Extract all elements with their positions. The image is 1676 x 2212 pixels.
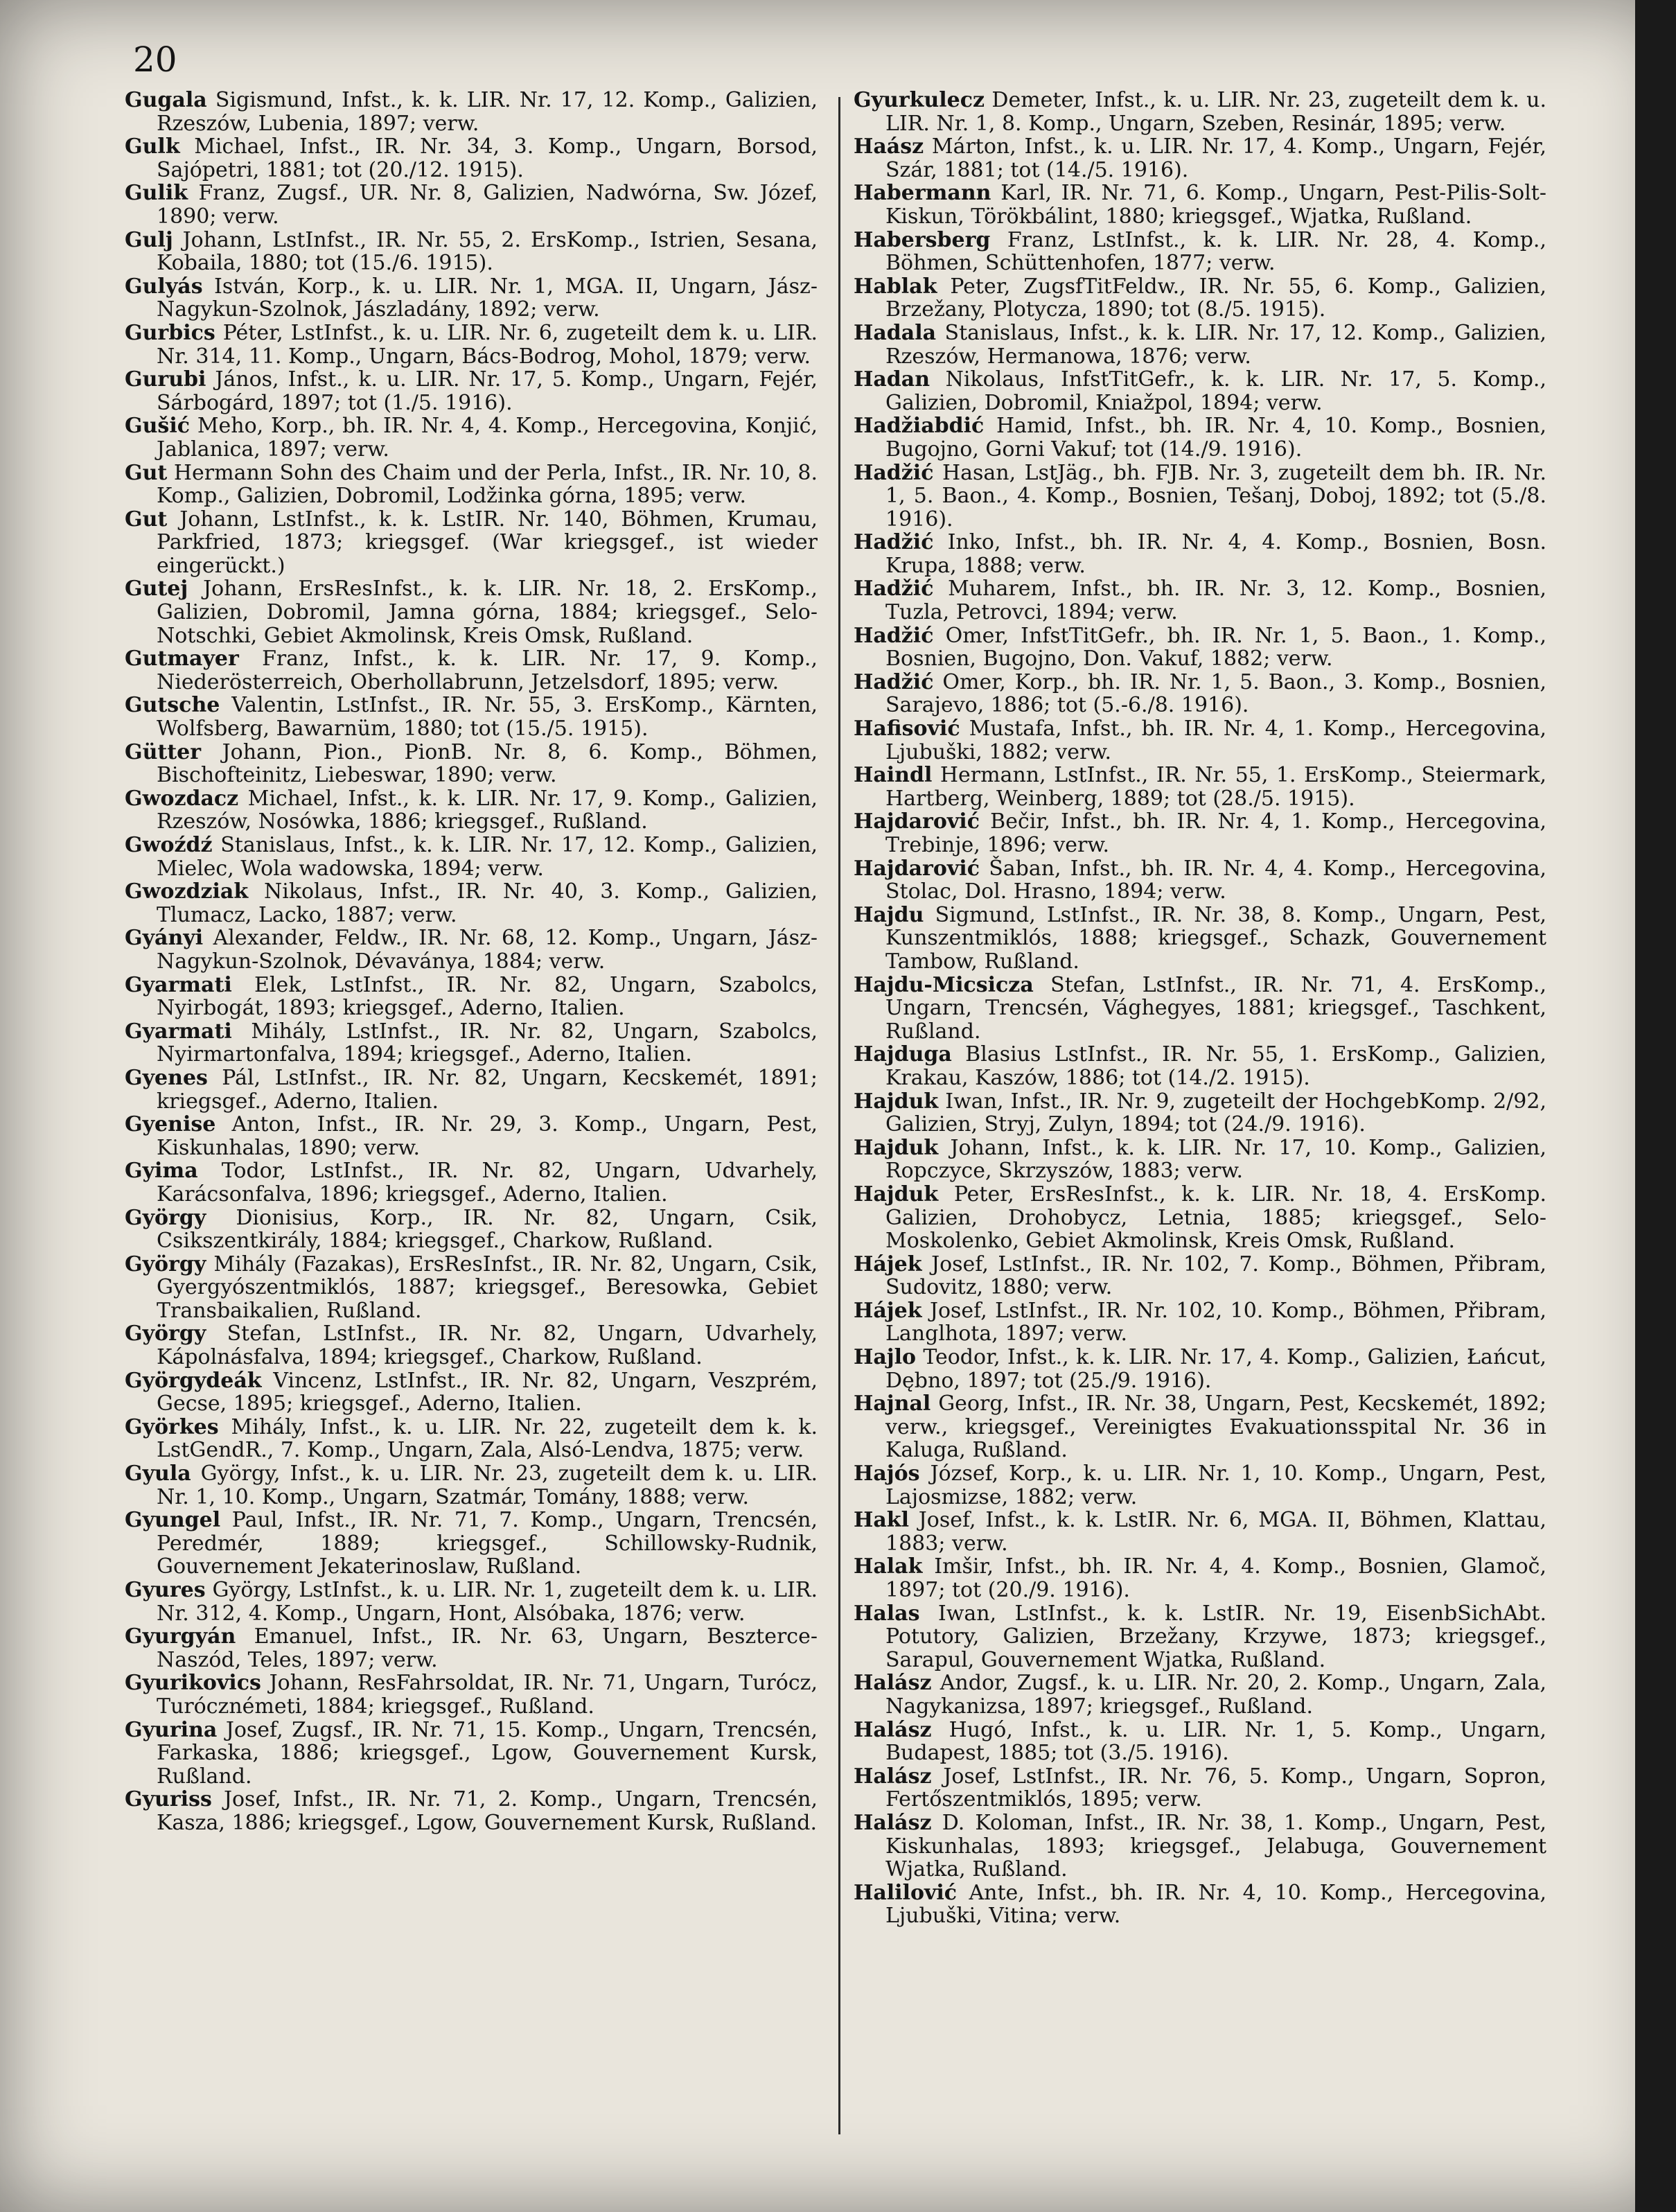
entry-details: Dionisius, Korp., IR. Nr. 82, Ungarn, Csik, Csikszentkirály, 1884; kriegsgef., Charkow, Rußland. xyxy=(157,1205,818,1254)
entry-details: Pál, LstInfst., IR. Nr. 82, Ungarn, Kecskemét, 1891; kriegsgef., Aderno, Italien. xyxy=(157,1065,818,1114)
entry-surname: Hajduk xyxy=(854,1182,939,1206)
register-entry xyxy=(854,229,1546,275)
entry-details: Šaban, Infst., bh. IR. Nr. 4, 4. Komp., Hercegovina, Stolac, Dol. Hrasno, 1894; verw. xyxy=(885,856,1546,904)
entry-details: Blasius LstInfst., IR. Nr. 55, 1. ErsKomp., Galizien, Krakau, Kaszów, 1886; tot (14./2. 1915). xyxy=(885,1042,1546,1090)
register-entry xyxy=(854,1183,1546,1253)
entry-surname: Halilović xyxy=(854,1880,958,1905)
entry-surname: Gulk xyxy=(125,134,180,159)
register-entry xyxy=(854,462,1546,532)
entry-surname: Gut xyxy=(125,507,168,532)
entry-surname: Gyuriss xyxy=(125,1787,212,1812)
entry-surname: Halas xyxy=(854,1601,920,1626)
register-entry xyxy=(125,1369,818,1416)
register-entry xyxy=(854,1555,1546,1601)
entry-surname: Gulyás xyxy=(125,274,203,299)
entry-surname: Hajduk xyxy=(854,1089,939,1114)
register-entry xyxy=(854,1671,1546,1718)
entry-surname: Gyula xyxy=(125,1462,191,1486)
entry-surname: Hadžić xyxy=(854,530,934,555)
entry-surname: Gyenise xyxy=(125,1112,216,1137)
register-entry xyxy=(854,577,1546,624)
register-entry xyxy=(125,694,818,740)
entry-surname: Gyarmati xyxy=(125,1019,232,1044)
register-entry xyxy=(854,857,1546,904)
register-entry xyxy=(125,1579,818,1625)
entry-details: István, Korp., k. u. LIR. Nr. 1, MGA. II, Ungarn, Jász-Nagykun-Szolnok, Jászladány, 1892; verw. xyxy=(157,274,818,322)
entry-details: Márton, Infst., k. u. LIR. Nr. 17, 4. Komp., Ungarn, Fejér, Szár, 1881; tot (14./5. 1916). xyxy=(885,134,1546,182)
entry-details: Péter, LstInfst., k. u. LIR. Nr. 6, zugeteilt dem k. u. LIR. Nr. 314, 11. Komp., Ungarn, Bács-Bodrog, Mohol, 1879; verw. xyxy=(157,320,818,369)
entry-details: Teodor, Infst., k. k. LIR. Nr. 17, 4. Komp., Galizien, Łańcut, Dębno, 1897; tot (25./9. 1916). xyxy=(885,1345,1546,1393)
entry-details: Alexander, Feldw., IR. Nr. 68, 12. Komp., Ungarn, Jász-Nagykun-Szolnok, Dévaványa, 1884; verw. xyxy=(157,926,818,974)
entry-details: D. Koloman, Infst., IR. Nr. 38, 1. Komp., Ungarn, Pest, Kiskunhalas, 1893; kriegsgef., Jelabuga, Gouvernement Wjatka, Rußland. xyxy=(885,1810,1546,1882)
entry-details: Hermann, LstInfst., IR. Nr. 55, 1. ErsKomp., Steiermark, Hartberg, Weinberg, 1889; tot (28./5. 1915). xyxy=(885,763,1546,811)
register-entry xyxy=(125,1462,818,1509)
entry-surname: Hadžić xyxy=(854,577,934,602)
entry-surname: Hadžić xyxy=(854,669,934,694)
register-entry xyxy=(854,1299,1546,1346)
entry-details: Nikolaus, Infst., IR. Nr. 40, 3. Komp., Galizien, Tlumacz, Lacko, 1887; verw. xyxy=(157,879,818,927)
register-entry xyxy=(854,1253,1546,1299)
entry-surname: Györkes xyxy=(125,1414,219,1439)
entry-details: Muharem, Infst., bh. IR. Nr. 3, 12. Komp., Bosnien, Tuzla, Petrovci, 1894; verw. xyxy=(885,577,1546,625)
entry-details: Demeter, Infst., k. u. LIR. Nr. 23, zugeteilt dem k. u. LIR. Nr. 1, 8. Komp., Ungarn, Szeben, Resinár, 1895; verw. xyxy=(885,88,1546,136)
entry-details: Stanislaus, Infst., k. k. LIR. Nr. 17, 12. Komp., Galizien, Rzeszów, Hermanowa, 1876; verw. xyxy=(885,320,1546,369)
entry-details: Omer, InfstTitGefr., bh. IR. Nr. 1, 5. Baon., 1. Komp., Bosnien, Bugojno, Don. Vakuf, 1882; verw. xyxy=(885,623,1546,672)
register-entry xyxy=(125,787,818,834)
entry-surname: Hajós xyxy=(854,1462,920,1486)
register-entry xyxy=(125,229,818,275)
entry-details: Hamid, Infst., bh. IR. Nr. 4, 10. Komp., Bosnien, Bugojno, Gorni Vakuf; tot (14./9. 1916). xyxy=(885,414,1546,462)
register-entry xyxy=(125,1066,818,1113)
register-entry xyxy=(854,531,1546,577)
entry-details: Franz, LstInfst., k. k. LIR. Nr. 28, 4. Komp., Böhmen, Schüttenhofen, 1877; verw. xyxy=(885,227,1546,276)
entry-details: Inko, Infst., bh. IR. Nr. 4, 4. Komp., Bosnien, Bosn. Krupa, 1888; verw. xyxy=(885,530,1546,578)
entry-surname: Gyányi xyxy=(125,926,204,951)
entry-surname: Haindl xyxy=(854,763,933,788)
register-entry xyxy=(125,275,818,322)
register-entry xyxy=(854,904,1546,974)
entry-surname: Gyarmati xyxy=(125,972,232,997)
entry-surname: Halász xyxy=(854,1764,932,1789)
register-entry xyxy=(854,671,1546,717)
entry-surname: Gwozdziak xyxy=(125,879,249,904)
entry-details: Todor, LstInfst., IR. Nr. 82, Ungarn, Udvarhely, Karácsonfalva, 1896; kriegsgef., Aderno, Italien. xyxy=(157,1159,818,1206)
register-entry xyxy=(854,322,1546,368)
entry-details: Franz, Infst., k. k. LIR. Nr. 17, 9. Komp., Niederösterreich, Oberhollabrunn, Jetzelsdorf, 1895; verw. xyxy=(157,647,818,694)
entry-surname: Gyungel xyxy=(125,1508,221,1533)
entry-surname: Gutsche xyxy=(125,693,220,718)
entry-details: Peter, ErsResInfst., k. k. LIR. Nr. 18, 4. ErsKomp. Galizien, Drohobycz, Letnia, 1885; kriegsgef., Selo-Moskolenko, Gebiet Akmolinsk, Kreis Omsk, Rußland. xyxy=(885,1182,1546,1254)
entry-details: Mustafa, Infst., bh. IR. Nr. 4, 1. Komp., Hercegovina, Ljubuški, 1882; verw. xyxy=(885,717,1546,764)
entry-details: József, Korp., k. u. LIR. Nr. 1, 10. Komp., Ungarn, Pest, Lajosmizse, 1882; verw. xyxy=(885,1462,1546,1509)
register-entry xyxy=(854,1090,1546,1136)
entry-surname: Hadala xyxy=(854,320,937,345)
register-entry xyxy=(125,647,818,694)
entry-details: Iwan, Infst., IR. Nr. 9, zugeteilt der HochgebKomp. 2/92, Galizien, Stryj, Zulyn, 1894; tot (24./9. 1916). xyxy=(885,1089,1546,1137)
entry-details: Johann, ErsResInfst., k. k. LIR. Nr. 18, 2. ErsKomp., Galizien, Dobromil, Jamna górna, 1884; kriegsgef., Selo-Notschki, Gebiet Akmolinsk, Kreis Omsk, Rußland. xyxy=(157,577,818,648)
register-entry xyxy=(125,1671,818,1718)
register-entry xyxy=(854,135,1546,182)
entry-details: Michael, Infst., IR. Nr. 34, 3. Komp., Ungarn, Borsod, Sajópetri, 1881; tot (20./12. 1915). xyxy=(157,134,818,182)
entry-surname: György xyxy=(125,1205,206,1230)
entry-details: Johann, Pion., PionB. Nr. 8, 6. Komp., Böhmen, Bischofteinitz, Liebeswar, 1890; verw. xyxy=(157,739,818,788)
scan-edge xyxy=(1635,0,1676,2212)
entry-details: Meho, Korp., bh. IR. Nr. 4, 4. Komp., Hercegovina, Konjić, Jablanica, 1897; verw. xyxy=(157,414,818,462)
entry-details: Paul, Infst., IR. Nr. 71, 7. Komp., Ungarn, Trencsén, Peredmér, 1889; kriegsgef., Schillowsky-Rudnik, Gouvernement Jekaterinoslaw, Rußland. xyxy=(157,1508,818,1579)
entry-details: György, Infst., k. u. LIR. Nr. 23, zugeteilt dem k. u. LIR. Nr. 1, 10. Komp., Ungarn, Szatmár, Tomány, 1888; verw. xyxy=(157,1462,818,1509)
entry-details: Michael, Infst., k. k. LIR. Nr. 17, 9. Komp., Galizien, Rzeszów, Nosówka, 1886; kriegsgef., Rußland. xyxy=(157,786,818,834)
register-entry xyxy=(854,764,1546,810)
entry-details: Johann, Infst., k. k. LIR. Nr. 17, 10. Komp., Galizien, Ropczyce, Skrzyszów, 1883; verw. xyxy=(885,1135,1546,1184)
entry-surname: Gyurikovics xyxy=(125,1671,261,1696)
entry-surname: Hájek xyxy=(854,1252,922,1276)
entry-details: Anton, Infst., IR. Nr. 29, 3. Komp., Ungarn, Pest, Kiskunhalas, 1890; verw. xyxy=(157,1112,818,1160)
register-entry xyxy=(854,1765,1546,1811)
entry-surname: Hadžiabdić xyxy=(854,414,985,439)
entry-surname: Gyenes xyxy=(125,1065,208,1090)
register-entry xyxy=(125,927,818,973)
entry-surname: Hafisović xyxy=(854,717,960,741)
entry-surname: Gyurkulecz xyxy=(854,88,985,112)
register-entry xyxy=(125,182,818,228)
register-entry xyxy=(854,810,1546,857)
entry-surname: Hadan xyxy=(854,367,930,392)
entry-surname: Gurbics xyxy=(125,320,215,345)
register-entry xyxy=(125,834,818,880)
entry-surname: Gütter xyxy=(125,739,202,764)
entry-details: Bečir, Infst., bh. IR. Nr. 4, 1. Komp., Hercegovina, Trebinje, 1896; verw. xyxy=(885,809,1547,857)
register-entry xyxy=(854,1881,1546,1928)
register-entry xyxy=(125,135,818,182)
register-entry xyxy=(854,717,1546,764)
register-entry xyxy=(854,1043,1546,1089)
entry-details: Josef, Zugsf., IR. Nr. 71, 15. Komp., Ungarn, Trencsén, Farkaska, 1886; kriegsgef., Lgow, Gouvernement Kursk, Rußland. xyxy=(157,1717,818,1789)
register-entry xyxy=(125,89,818,135)
register-entry xyxy=(125,1020,818,1066)
entry-details: Josef, LstInfst., IR. Nr. 102, 7. Komp., Böhmen, Přibram, Sudovitz, 1880; verw. xyxy=(885,1252,1546,1300)
register-entry xyxy=(125,741,818,787)
entry-details: Josef, Infst., IR. Nr. 71, 2. Komp., Ungarn, Trencsén, Kasza, 1886; kriegsgef., Lgow, Gouvernement Kursk, Rußland. xyxy=(157,1787,818,1835)
register-entry xyxy=(854,182,1546,228)
register-entry xyxy=(125,1113,818,1159)
entry-details: Hugó, Infst., k. u. LIR. Nr. 1, 5. Komp., Ungarn, Budapest, 1885; tot (3./5. 1916). xyxy=(885,1717,1546,1766)
register-entry xyxy=(125,880,818,927)
register-entry xyxy=(854,89,1546,135)
entry-details: Elek, LstInfst., IR. Nr. 82, Ungarn, Szabolcs, Nyirbogát, 1893; kriegsgef., Aderno, Italien. xyxy=(157,972,818,1021)
register-entry xyxy=(854,1346,1546,1392)
entry-details: Omer, Korp., bh. IR. Nr. 1, 5. Baon., 3. Komp., Bosnien, Sarajevo, 1886; tot (5.-6./8. 1916). xyxy=(885,669,1546,718)
register-entry xyxy=(125,1625,818,1671)
entry-surname: Gwoźdź xyxy=(125,833,213,857)
entry-surname: Halász xyxy=(854,1671,932,1696)
left-column xyxy=(125,89,818,1835)
entry-surname: Hadžić xyxy=(854,460,934,485)
entry-surname: György xyxy=(125,1322,206,1346)
entry-details: Johann, LstInfst., k. k. LstIR. Nr. 140, Böhmen, Krumau, Parkfried, 1873; kriegsgef. (War kriegsgef., ist wieder eingerückt.) xyxy=(157,507,818,578)
entry-surname: Habersberg xyxy=(854,227,991,252)
entry-details: Peter, ZugsfTitFeldw., IR. Nr. 55, 6. Komp., Galizien, Brzežany, Plotycza, 1890; tot (8./5. 1915). xyxy=(885,274,1546,322)
register-entry xyxy=(854,1462,1546,1509)
register-entry xyxy=(125,322,818,368)
entry-details: Valentin, LstInfst., IR. Nr. 55, 3. ErsKomp., Kärnten, Wolfsberg, Bawarnüm, 1880; tot (15./5. 1915). xyxy=(157,693,818,741)
entry-surname: Hajduga xyxy=(854,1042,952,1067)
register-entry xyxy=(125,508,818,578)
entry-surname: Habermann xyxy=(854,181,991,206)
register-entry xyxy=(125,1788,818,1834)
entry-details: Stefan, LstInfst., IR. Nr. 71, 4. ErsKomp., Ungarn, Trencsén, Vághegyes, 1881; kriegsgef., Taschkent, Rußland. xyxy=(885,972,1546,1044)
register-entry xyxy=(125,577,818,647)
entry-surname: Hájek xyxy=(854,1298,922,1323)
entry-details: Mihály (Fazakas), ErsResInfst., IR. Nr. 82, Ungarn, Csik, Gyergyószentmiklós, 1887; kriegsgef., Beresowka, Gebiet Transbaikalien, Rußland. xyxy=(157,1252,818,1323)
entry-details: Andor, Zugsf., k. u. LIR. Nr. 20, 2. Komp., Ungarn, Zala, Nagykanizsa, 1897; kriegsgef., Rußland. xyxy=(885,1671,1547,1719)
entry-surname: Gulik xyxy=(125,181,188,206)
register-entry xyxy=(854,275,1546,322)
entry-details: Josef, LstInfst., IR. Nr. 102, 10. Komp., Böhmen, Přibram, Langlhota, 1897; verw. xyxy=(885,1298,1546,1346)
entry-surname: Hajduk xyxy=(854,1135,939,1160)
register-entry xyxy=(125,462,818,508)
entry-surname: Gyures xyxy=(125,1578,206,1602)
register-entry xyxy=(125,1719,818,1789)
entry-surname: Hajdarović xyxy=(854,809,980,834)
entry-surname: Hajdu-Micsicza xyxy=(854,972,1034,997)
entry-surname: Gut xyxy=(125,460,168,485)
entry-surname: Hablak xyxy=(854,274,937,299)
entry-surname: Györgydeák xyxy=(125,1368,262,1393)
entry-surname: Hadžić xyxy=(854,623,934,648)
register-entry xyxy=(125,1159,818,1206)
entry-details: Franz, Zugsf., UR. Nr. 8, Galizien, Nadwórna, Sw. Józef, 1890; verw. xyxy=(157,181,818,229)
register-entry xyxy=(125,414,818,461)
entry-surname: Gurubi xyxy=(125,367,206,392)
register-entry xyxy=(854,1602,1546,1672)
entry-details: Sigmund, LstInfst., IR. Nr. 38, 8. Komp., Ungarn, Pest, Kunszentmiklós, 1888; kriegsgef., Schazk, Gouvernement Tambow, Rußland. xyxy=(885,902,1546,974)
entry-surname: Haász xyxy=(854,134,924,159)
entry-surname: Hakl xyxy=(854,1508,909,1533)
entry-surname: Gugala xyxy=(125,88,207,112)
register-entry xyxy=(854,1811,1546,1881)
right-column xyxy=(854,89,1546,1928)
column-divider xyxy=(838,97,840,2134)
entry-surname: Gwozdacz xyxy=(125,786,239,811)
register-entry xyxy=(125,1206,818,1253)
entry-details: György, LstInfst., k. u. LIR. Nr. 1, zugeteilt dem k. u. LIR. Nr. 312, 4. Komp., Ungarn, Hont, Alsóbaka, 1876; verw. xyxy=(157,1578,818,1626)
register-entry xyxy=(854,1136,1546,1183)
entry-surname: Gyima xyxy=(125,1159,198,1184)
register-entry xyxy=(125,1322,818,1369)
entry-details: Johann, ResFahrsoldat, IR. Nr. 71, Ungarn, Turócz, Turócznémeti, 1884; kriegsgef., Rußland. xyxy=(157,1671,818,1719)
register-entry xyxy=(854,1719,1546,1765)
entry-details: Josef, LstInfst., IR. Nr. 76, 5. Komp., Ungarn, Sopron, Fertőszentmiklós, 1895; verw. xyxy=(885,1764,1546,1812)
register-entry xyxy=(854,414,1546,461)
entry-surname: Halász xyxy=(854,1810,932,1835)
entry-details: Emanuel, Infst., IR. Nr. 63, Ungarn, Beszterce-Naszód, Teles, 1897; verw. xyxy=(157,1624,818,1672)
register-entry xyxy=(125,1509,818,1579)
entry-surname: Halak xyxy=(854,1554,923,1579)
register-entry xyxy=(125,1416,818,1462)
entry-details: Hasan, LstJäg., bh. FJB. Nr. 3, zugeteilt dem bh. IR. Nr. 1, 5. Baon., 4. Komp., Bosnien, Tešanj, Doboj, 1892; tot (5./8. 1916). xyxy=(885,460,1546,532)
entry-surname: Gulj xyxy=(125,227,173,252)
entry-surname: Gušić xyxy=(125,414,190,439)
entry-surname: Hajlo xyxy=(854,1345,917,1370)
entry-details: Mihály, LstInfst., IR. Nr. 82, Ungarn, Szabolcs, Nyirmartonfalva, 1894; kriegsgef., Aderno, Italien. xyxy=(157,1019,818,1067)
page-number: 20 xyxy=(133,40,177,80)
register-entry xyxy=(854,624,1546,671)
entry-details: Nikolaus, InfstTitGefr., k. k. LIR. Nr. 17, 5. Komp., Galizien, Dobromil, Kniažpol, 1894; verw. xyxy=(885,367,1546,415)
entry-surname: György xyxy=(125,1252,206,1276)
entry-surname: Gutej xyxy=(125,577,188,602)
register-entry xyxy=(854,368,1546,414)
register-entry xyxy=(125,368,818,414)
entry-details: Stanislaus, Infst., k. k. LIR. Nr. 17, 12. Komp., Galizien, Mielec, Wola wadowska, 1894; verw. xyxy=(157,833,818,881)
entry-details: Vincenz, LstInfst., IR. Nr. 82, Ungarn, Veszprém, Gecse, 1895; kriegsgef., Aderno, Italien. xyxy=(157,1368,818,1416)
entry-surname: Gutmayer xyxy=(125,647,239,672)
register-entry xyxy=(854,974,1546,1044)
entry-details: Ante, Infst., bh. IR. Nr. 4, 10. Komp., Hercegovina, Ljubuški, Vitina; verw. xyxy=(885,1880,1546,1929)
entry-details: Stefan, LstInfst., IR. Nr. 82, Ungarn, Udvarhely, Kápolnásfalva, 1894; kriegsgef., Charkow, Rußland. xyxy=(157,1322,818,1370)
entry-details: Georg, Infst., IR. Nr. 38, Ungarn, Pest, Kecskemét, 1892; verw., kriegsgef., Vereinigtes Evakuationsspital Nr. 36 in Kaluga, Rußland. xyxy=(885,1392,1546,1463)
entry-details: Imšir, Infst., bh. IR. Nr. 4, 4. Komp., Bosnien, Glamoč, 1897; tot (20./9. 1916). xyxy=(885,1554,1546,1602)
entry-details: Iwan, LstInfst., k. k. LstIR. Nr. 19, EisenbSichAbt. Potutory, Galizien, Brzežany, Krzywe, 1873; kriegsgef., Sarapul, Gouvernement Wjatka, Rußland. xyxy=(885,1601,1546,1672)
register-entry xyxy=(125,1253,818,1323)
entry-details: János, Infst., k. u. LIR. Nr. 17, 5. Komp., Ungarn, Fejér, Sárbogárd, 1897; tot (1./5. 1916). xyxy=(157,367,818,415)
register-entry xyxy=(854,1509,1546,1555)
entry-surname: Gyurgyán xyxy=(125,1624,236,1649)
entry-surname: Hajdarović xyxy=(854,856,980,881)
register-entry xyxy=(854,1392,1546,1462)
register-entry xyxy=(125,974,818,1020)
entry-details: Hermann Sohn des Chaim und der Perla, Infst., IR. Nr. 10, 8. Komp., Galizien, Dobromil, Lodžinka górna, 1895; verw. xyxy=(157,460,818,509)
entry-surname: Hajnal xyxy=(854,1392,931,1416)
entry-surname: Hajdu xyxy=(854,902,924,927)
entry-details: Karl, IR. Nr. 71, 6. Komp., Ungarn, Pest-Pilis-Solt-Kiskun, Törökbálint, 1880; kriegsgef., Wjatka, Rußland. xyxy=(885,181,1546,229)
entry-details: Johann, LstInfst., IR. Nr. 55, 2. ErsKomp., Istrien, Sesana, Kobaila, 1880; tot (15./6. 1915). xyxy=(157,227,818,276)
entry-details: Josef, Infst., k. k. LstIR. Nr. 6, MGA. II, Böhmen, Klattau, 1883; verw. xyxy=(885,1508,1546,1556)
entry-surname: Gyurina xyxy=(125,1717,218,1742)
entry-details: Mihály, Infst., k. u. LIR. Nr. 22, zugeteilt dem k. k. LstGendR., 7. Komp., Ungarn, Zala, Alsó-Lendva, 1875; verw. xyxy=(157,1414,818,1463)
entry-details: Sigismund, Infst., k. k. LIR. Nr. 17, 12. Komp., Galizien, Rzeszów, Lubenia, 1897; verw. xyxy=(157,88,818,136)
entry-surname: Halász xyxy=(854,1717,932,1742)
